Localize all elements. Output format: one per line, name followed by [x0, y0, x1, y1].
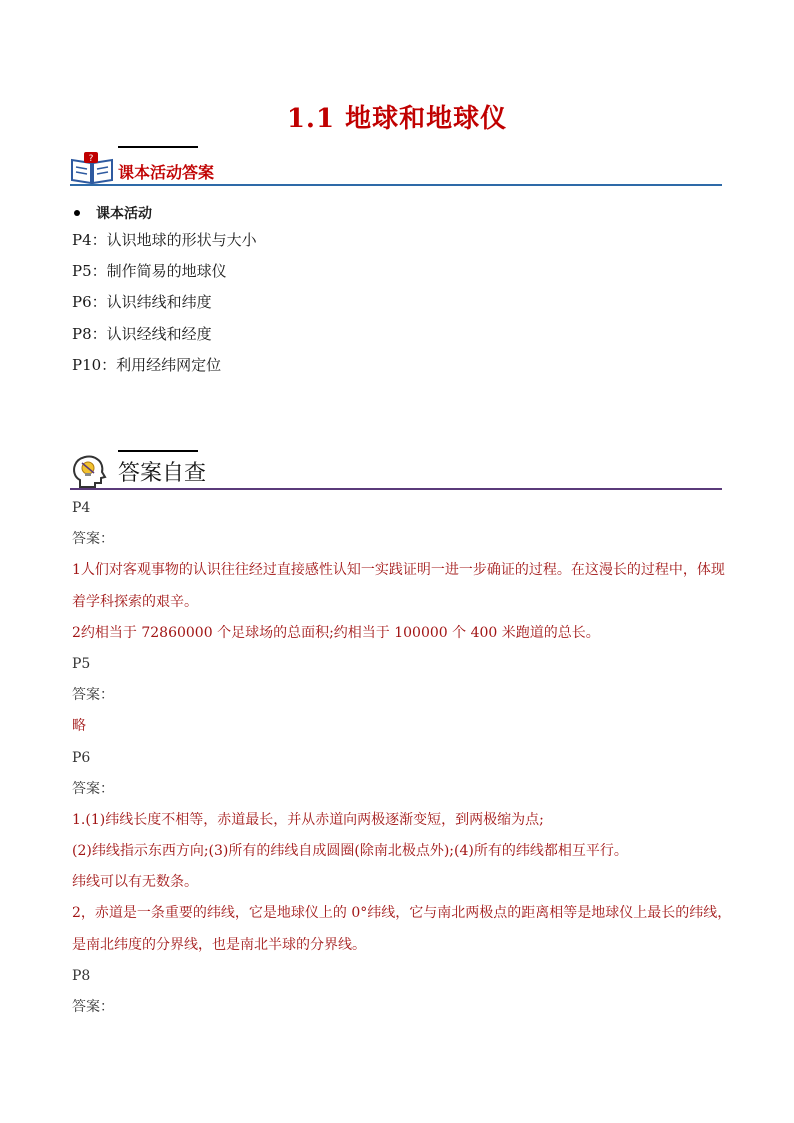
header-underline — [70, 184, 722, 186]
answer-text: 是南北纬度的分界线，也是南北半球的分界线。 — [72, 936, 366, 953]
head-lightbulb-icon — [70, 454, 114, 488]
page-label: P4 — [72, 500, 91, 516]
open-book-icon — [70, 150, 114, 184]
answer-text: 纬线可以有无数条。 — [72, 874, 198, 891]
answer-text: 略 — [72, 718, 86, 735]
activity-item: P4：认识地球的形状与大小 — [72, 231, 257, 249]
answer-label: 答案： — [72, 687, 114, 704]
activity-item: P6：认识纬线和纬度 — [72, 293, 212, 312]
bullet-heading — [72, 203, 257, 225]
answer-text: 1.(1)纬线长度不相等，赤道最长，并从赤道向两极逐渐变短，到两极缩为点; — [72, 811, 544, 828]
answer-body — [72, 493, 732, 1023]
section-heading: 答案自查 — [118, 461, 207, 486]
page-label: P8 — [72, 967, 91, 984]
section-header-answer-check — [70, 450, 722, 490]
header-top-rule — [118, 146, 198, 148]
answer-label: 答案： — [72, 531, 114, 548]
answer-label: 答案： — [72, 999, 114, 1015]
answer-text: 2约相当于 72860000 个足球场的总面积;约相当于 100000 个 400 米跑道的总长。 — [72, 624, 600, 641]
page-label: P5 — [72, 655, 91, 672]
bullet-dot-icon — [74, 210, 80, 216]
answer-text: 2，赤道是一条重要的纬线，它是地球仪上的 0°纬线，它与南北两极点的距离相等是地球仪上最长的纬线， — [72, 905, 732, 922]
section-header-activity-answers — [70, 146, 722, 186]
header-underline — [70, 488, 722, 490]
answer-text: 着学科探索的艰辛。 — [72, 593, 198, 610]
answer-text: 1人们对客观事物的认识往往经过直接感性认知一实践证明一进一步确证的过程。在这漫长的过程中，体现 — [72, 562, 725, 579]
svg-text:?: ? — [88, 154, 94, 164]
answer-text: (2)纬线指示东西方向;(3)所有的纬线自成圆圈(除南北极点外);(4)所有的纬线都相互平行。 — [72, 843, 628, 860]
answer-label: 答案： — [72, 780, 114, 797]
activity-item: P5：制作简易的地球仪 — [72, 262, 227, 281]
page-label: P6 — [72, 749, 91, 766]
section-heading: 课本活动答案 — [118, 163, 215, 182]
activity-list — [72, 203, 257, 381]
activity-item: P8：认识经线和经度 — [72, 324, 212, 343]
page-title: 1.1 地球和地球仪 — [286, 104, 508, 134]
bullet-label: 课本活动 — [96, 206, 152, 222]
header-top-rule — [118, 450, 198, 452]
activity-item: P10：利用经纬网定位 — [72, 355, 222, 374]
